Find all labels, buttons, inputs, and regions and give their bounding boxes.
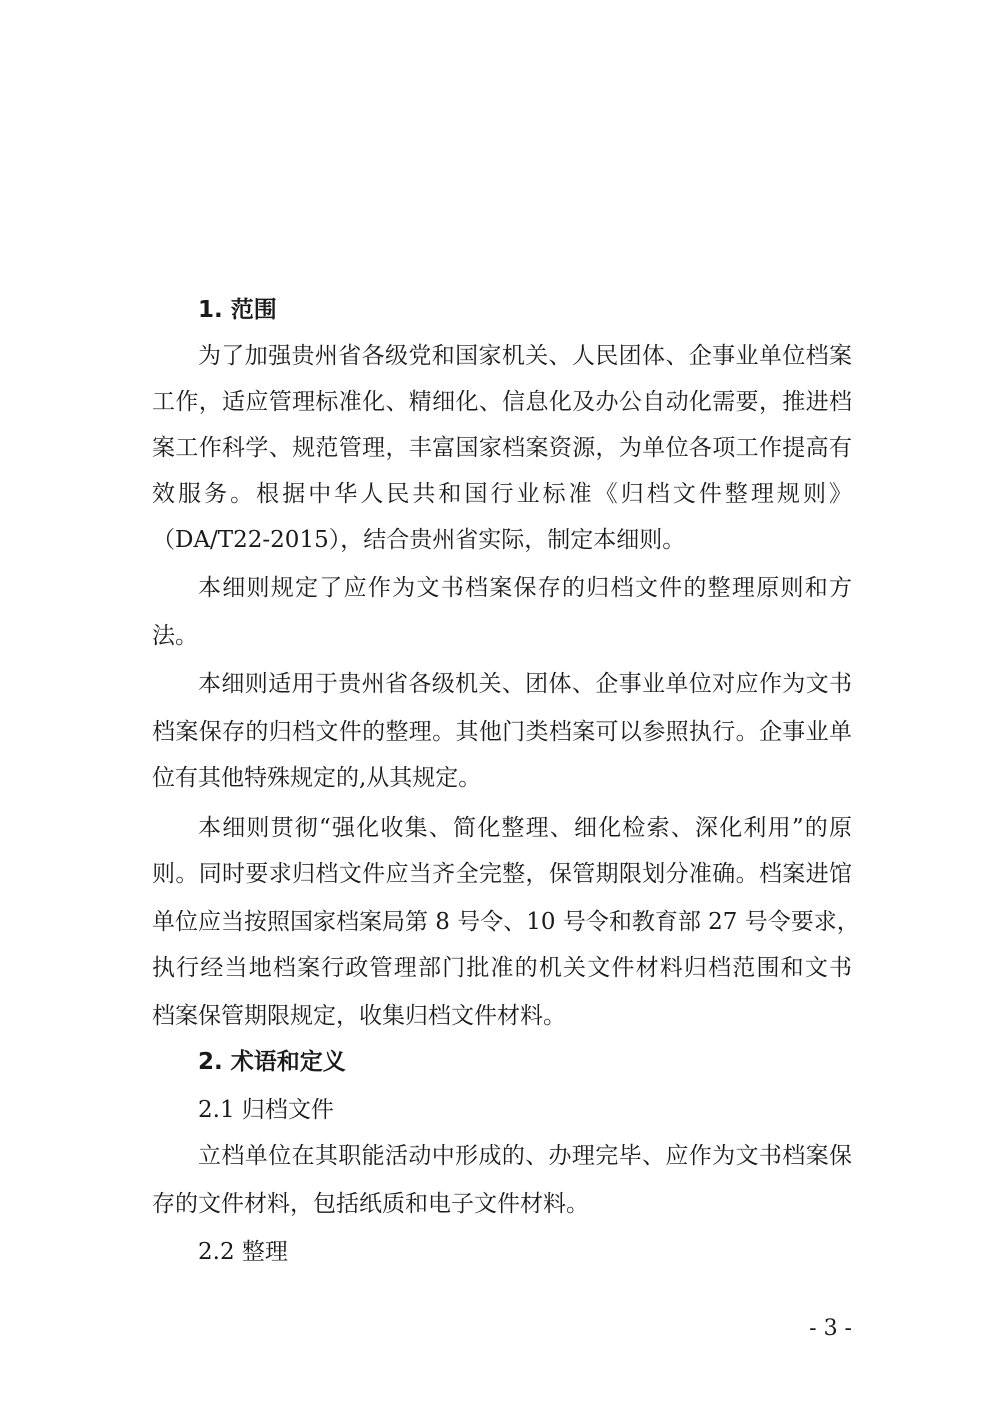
paragraph-line: 则。同时要求归档文件应当齐全完整，保管期限划分准确。档案进馆	[152, 861, 852, 887]
paragraph-line: 为了加强贵州省各级党和国家机关、人民团体、企事业单位档案	[198, 343, 852, 369]
subsection-title: 2.2 整理	[198, 1239, 288, 1265]
paragraph-line: 案工作科学、规范管理，丰富国家档案资源，为单位各项工作提高有	[152, 435, 852, 461]
paragraph-line: 存的文件材料，包括纸质和电子文件材料。	[152, 1191, 589, 1217]
section-2-heading: 2. 术语和定义	[198, 1049, 346, 1075]
paragraph-line: 执行经当地档案行政管理部门批准的机关文件材料归档范围和文书	[152, 955, 852, 981]
paragraph-line: 效服务。根据中华人民共和国行业标准《归档文件整理规则》	[152, 481, 852, 507]
paragraph-line: 本细则规定了应作为文书档案保存的归档文件的整理原则和方	[198, 575, 852, 601]
paragraph-line: 本细则贯彻“强化收集、简化整理、细化检索、深化利用”的原	[198, 815, 852, 841]
paragraph-line: 档案保管期限规定，收集归档文件材料。	[152, 1003, 566, 1029]
paragraph-line: （DA/T22-2015），结合贵州省实际，制定本细则。	[152, 527, 686, 553]
paragraph-line: 档案保存的归档文件的整理。其他门类档案可以参照执行。企事业单	[152, 719, 852, 745]
paragraph-line: 位有其他特殊规定的,从其规定。	[152, 765, 482, 791]
subsection-title: 2.1 归档文件	[198, 1097, 334, 1123]
paragraph-line: 法。	[152, 623, 198, 649]
paragraph-line: 立档单位在其职能活动中形成的、办理完毕、应作为文书档案保	[198, 1143, 852, 1169]
paragraph-line: 单位应当按照国家档案局第 8 号令、10 号令和教育部 27 号令要求，	[152, 909, 860, 935]
paragraph-line: 工作，适应管理标准化、精细化、信息化及办公自动化需要，推进档	[152, 389, 852, 415]
page-number: - 3 -	[809, 1316, 852, 1341]
paragraph-line: 本细则适用于贵州省各级机关、团体、企事业单位对应作为文书	[198, 671, 852, 697]
section-1-heading: 1. 范围	[198, 297, 277, 323]
